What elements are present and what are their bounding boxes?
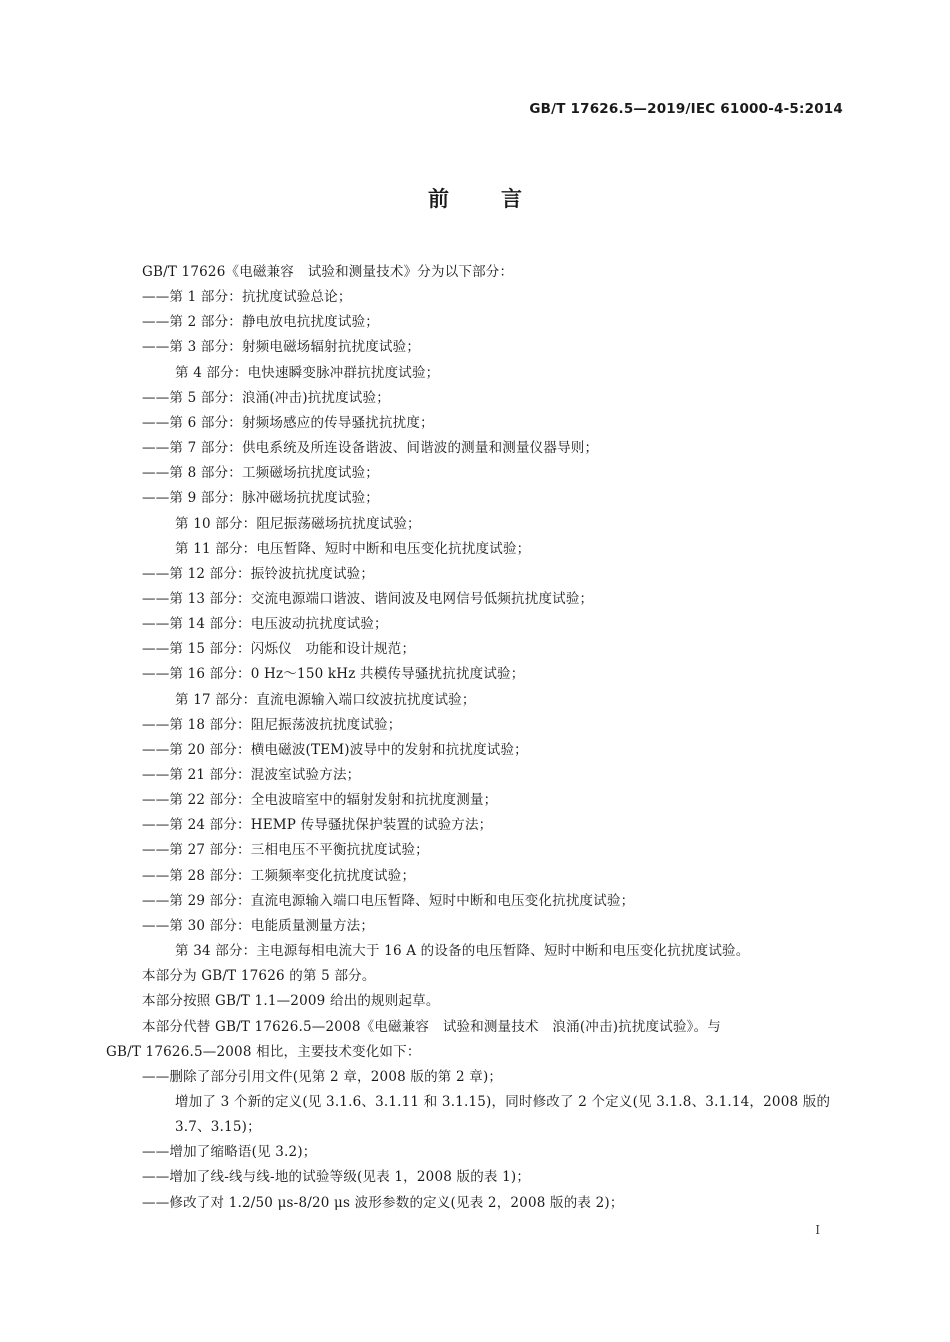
- text-line: 第 10 部分：阻尼振荡磁场抗扰度试验；: [175, 515, 421, 532]
- text-line: 增加了 3 个新的定义(见 3.1.6、3.1.11 和 3.1.15)，同时修改了 2 个定义(见 3.1.8、3.1.14，2008 版的: [175, 1093, 831, 1110]
- text-line: ——第 2 部分：静电放电抗扰度试验；: [142, 314, 379, 331]
- page-number: I: [815, 1223, 820, 1237]
- text-line: ——第 8 部分：工频磁场抗扰度试验；: [142, 465, 379, 482]
- text-line: ——第 29 部分：直流电源输入端口电压暂降、短时中断和电压变化抗扰度试验；: [142, 892, 635, 909]
- text-line: ——第 7 部分：供电系统及所连设备谐波、间谐波的测量和测量仪器导则；: [142, 440, 599, 457]
- text-line: ——第 30 部分：电能质量测量方法；: [142, 917, 375, 934]
- text-line: 第 34 部分：主电源每相电流大于 16 A 的设备的电压暂降、短时中断和电压变化抗扰度试验。: [175, 943, 750, 960]
- text-line: ——第 13 部分：交流电源端口谐波、谐间波及电网信号低频抗扰度试验；: [142, 590, 594, 607]
- text-line: GB/T 17626.5—2008 相比，主要技术变化如下：: [106, 1043, 421, 1060]
- text-line: ——修改了对 1.2/50 μs-8/20 μs 波形参数的定义(见表 2，2008 版的表 2)；: [142, 1194, 624, 1211]
- text-line: ——第 6 部分：射频场感应的传导骚扰抗扰度；: [142, 414, 434, 431]
- page-title: 前言: [428, 187, 574, 211]
- text-line: ——第 24 部分：HEMP 传导骚扰保护装置的试验方法；: [142, 817, 493, 834]
- text-line: 第 11 部分：电压暂降、短时中断和电压变化抗扰度试验；: [175, 540, 531, 557]
- text-line: 3.7、3.15)；: [175, 1119, 261, 1136]
- text-line: GB/T 17626《电磁兼容 试验和测量技术》分为以下部分：: [142, 264, 514, 280]
- text-line: ——第 3 部分：射频电磁场辐射抗扰度试验；: [142, 339, 421, 356]
- text-line: 本部分为 GB/T 17626 的第 5 部分。: [142, 968, 376, 985]
- text-line: ——第 9 部分：脉冲磁场抗扰度试验；: [142, 490, 379, 507]
- text-line: ——第 21 部分：混波室试验方法；: [142, 767, 361, 783]
- text-line: ——第 12 部分：振铃波抗扰度试验；: [142, 565, 375, 582]
- text-line: ——第 16 部分：0 Hz～150 kHz 共模传导骚扰抗扰度试验；: [142, 666, 525, 683]
- text-line: ——第 5 部分：浪涌(冲击)抗扰度试验；: [142, 389, 390, 406]
- text-line: ——第 15 部分：闪烁仪 功能和设计规范；: [142, 641, 416, 658]
- text-line: 本部分按照 GB/T 1.1—2009 给出的规则起草。: [142, 993, 440, 1010]
- text-line: ——第 20 部分：横电磁波(TEM)波导中的发射和抗扰度试验；: [142, 741, 528, 758]
- text-line: ——增加了缩略语(见 3.2)；: [142, 1144, 317, 1161]
- standard-code-header: GB/T 17626.5—2019/IEC 61000-4-5:2014: [529, 101, 843, 117]
- text-line: ——增加了线-线与线-地的试验等级(见表 1，2008 版的表 1)；: [142, 1169, 531, 1186]
- text-line: 第 17 部分：直流电源输入端口纹波抗扰度试验；: [175, 691, 476, 708]
- text-line: ——删除了部分引用文件(见第 2 章，2008 版的第 2 章)；: [142, 1068, 503, 1085]
- text-line: ——第 22 部分：全电波暗室中的辐射发射和抗扰度测量；: [142, 792, 498, 809]
- text-line: 本部分代替 GB/T 17626.5—2008《电磁兼容 试验和测量技术 浪涌(冲击)抗扰度试验》。与: [142, 1018, 722, 1035]
- text-line: ——第 18 部分：阻尼振荡波抗扰度试验；: [142, 716, 402, 733]
- text-line: 第 4 部分：电快速瞬变脉冲群抗扰度试验；: [175, 364, 440, 381]
- text-line: ——第 28 部分：工频频率变化抗扰度试验；: [142, 867, 416, 884]
- text-line: ——第 1 部分：抗扰度试验总论；: [142, 289, 352, 306]
- text-line: ——第 27 部分：三相电压不平衡抗扰度试验；: [142, 842, 429, 859]
- text-line: ——第 14 部分：电压波动抗扰度试验；: [142, 616, 388, 633]
